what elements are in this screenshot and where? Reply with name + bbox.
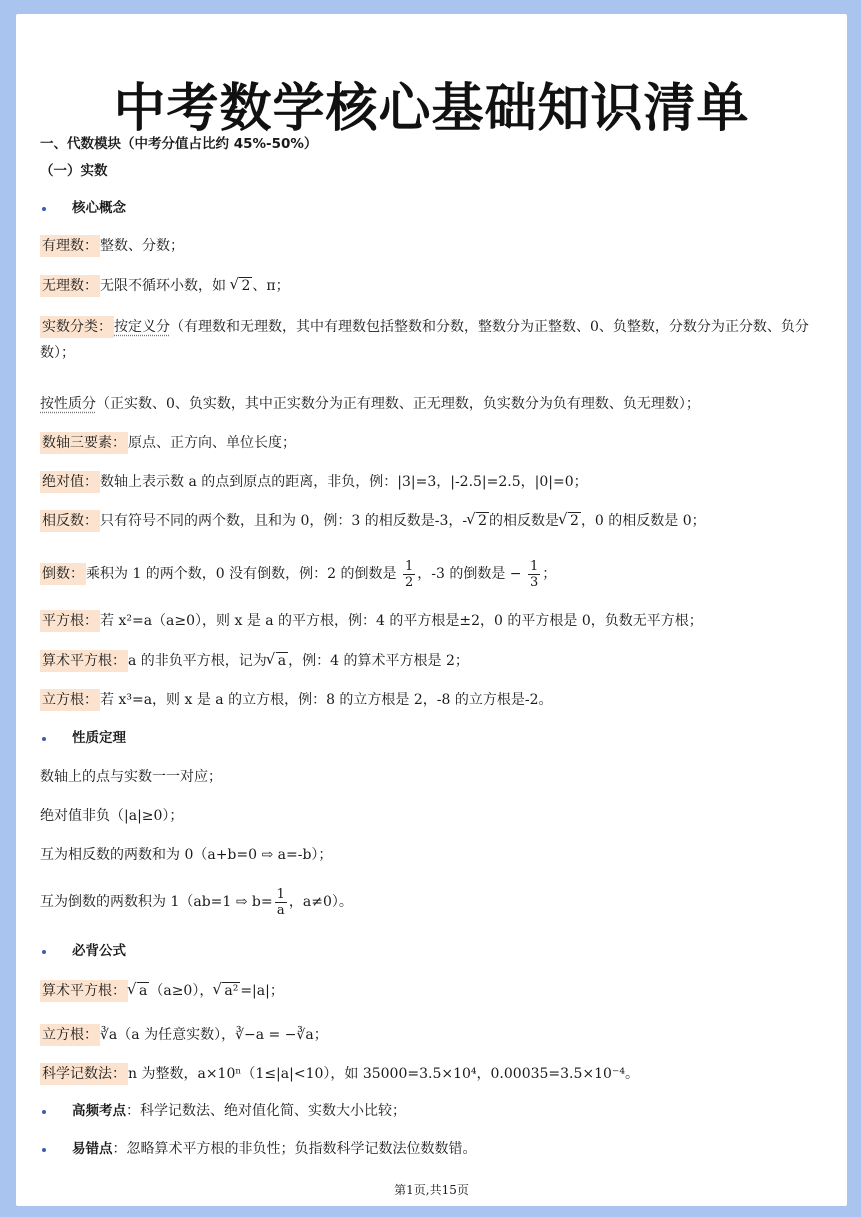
irrational-text-a: 无限不循环小数，如 — [100, 278, 226, 294]
f1-text-b: =|a|； — [240, 983, 284, 999]
classify-dotted: 按定义分 — [114, 319, 170, 335]
formula-item — [40, 1025, 823, 1045]
cube-text: 若 x³=a，则 x 是 a 的立方根，例：8 的立方根是 2，-8 的立方根是-2。 — [100, 692, 553, 708]
cube-line — [40, 690, 823, 710]
abs-label: 绝对值： — [40, 471, 100, 493]
sqrt-line — [40, 611, 823, 631]
subsection-heading: （一）实数 — [40, 163, 108, 179]
property-item: 互为相反数的两数和为 0（a+b=0 ⇨ a=-b）； — [40, 847, 333, 863]
arith-text-a: a 的非负平方根，记为 — [128, 653, 267, 669]
opp-text-b: 的相反数是 — [489, 513, 560, 529]
reciprocal-line — [40, 554, 823, 594]
recip-text-c: ； — [542, 566, 557, 582]
classify-text: （有理数和无理数，其中有理数包括整数和分数，整数分为正整数、0、负整数，分数分为正分数、负分数）； — [40, 319, 809, 361]
document-page — [16, 14, 847, 1206]
arith-text-b: ，例：4 的算术平方根是 2； — [288, 653, 469, 669]
fraction: $\frac{1}{3}$ — [530, 558, 539, 590]
bullet-dot — [42, 950, 46, 954]
property-item: 数轴上的点与实数一一对应； — [40, 769, 222, 785]
axis-label: 数轴三要素： — [40, 432, 128, 454]
properties-heading: 性质定理 — [72, 730, 126, 746]
formula-item — [40, 1064, 823, 1084]
bullet-dot — [42, 207, 46, 211]
abs-text: 数轴上表示数 a 的点到原点的距离，非负，例：|3|=3，|-2.5|=2.5，|0|=0； — [100, 474, 588, 490]
property-item: 绝对值非负（|a|≥0）； — [40, 808, 184, 824]
arith-label: 算术平方根： — [40, 650, 128, 672]
sqrt-symbol: √ 2 — [467, 511, 489, 531]
rational-text: 整数、分数； — [100, 238, 184, 254]
f3-label: 科学记数法： — [40, 1063, 128, 1085]
prop4-text-b: ，a≠0）。 — [288, 894, 353, 910]
sqrt-symbol: √ a² — [213, 981, 240, 1001]
sqrt-label: 平方根： — [40, 610, 100, 632]
sqrt-symbol: √ a — [267, 651, 288, 671]
classify2-line — [40, 394, 823, 414]
cube-label: 立方根： — [40, 689, 100, 711]
page-number: 第1页,共15页 — [394, 1183, 469, 1197]
classify-line — [40, 314, 821, 366]
recip-label: 倒数： — [40, 563, 86, 585]
irrational-line — [40, 276, 823, 296]
fraction: $\frac{1}{2}$ — [404, 558, 414, 590]
abs-line — [40, 472, 823, 492]
hf-text: ：科学记数法、绝对值化简、实数大小比较； — [126, 1103, 406, 1119]
opp-label: 相反数： — [40, 510, 100, 532]
property-item — [40, 882, 823, 922]
f2-text: ∛a（a 为任意实数），∛−a = −∛a； — [100, 1027, 328, 1043]
sqrt-text: 若 x²=a（a≥0），则 x 是 a 的平方根，例：4 的平方根是±2，0 的平方根是 0，负数无平方根； — [100, 613, 703, 629]
arith-line — [40, 651, 823, 671]
rational-line — [40, 236, 823, 256]
sqrt-symbol: √ a — [128, 981, 149, 1001]
f3-text: n 为整数，a×10ⁿ（1≤|a|<10），如 35000=3.5×10⁴，0.00035=3.5×10⁻⁴。 — [128, 1066, 639, 1082]
bullet-dot — [42, 737, 46, 741]
axis-line — [40, 433, 823, 453]
opp-text-c: ，0 的相反数是 0； — [580, 513, 706, 529]
f1-text-a: （a≥0）， — [149, 983, 214, 999]
bullet-dot — [42, 1148, 46, 1152]
err-label: 易错点 — [72, 1141, 113, 1157]
recip-text-a: 乘积为 1 的两个数，0 没有倒数，例：2 的倒数是 — [86, 566, 397, 582]
sqrt-symbol: √ 2 — [230, 276, 252, 296]
bullet-dot — [42, 1110, 46, 1114]
opposite-line — [40, 511, 823, 531]
irrational-text-b: 、π； — [252, 278, 290, 294]
sqrt-symbol: √ 2 — [559, 511, 581, 531]
classify-label: 实数分类： — [40, 316, 114, 338]
core-concepts-heading: 核心概念 — [72, 200, 126, 216]
opp-text-a: 只有符号不同的两个数，且和为 0，例：3 的相反数是-3，- — [100, 513, 468, 529]
prop4-text-a: 互为倒数的两数积为 1（ab=1 ⇨ b= — [40, 894, 273, 910]
high-frequency-line — [72, 1101, 406, 1121]
page-title: 中考数学核心基础知识清单 — [113, 79, 750, 139]
irrational-label: 无理数： — [40, 275, 100, 297]
err-text: ：忽略算术平方根的非负性；负指数科学记数法位数数错。 — [112, 1141, 477, 1157]
formulas-heading: 必背公式 — [72, 943, 126, 959]
formula-item — [40, 981, 823, 1001]
recip-text-b: ，-3 的倒数是 − — [417, 566, 522, 582]
fraction: $\frac{1}{a}$ — [276, 886, 285, 918]
classify2-text: （正实数、0、负实数，其中正实数分为正有理数、正无理数，负实数分为负有理数、负无理数）； — [96, 396, 700, 412]
axis-text: 原点、正方向、单位长度； — [128, 435, 296, 451]
classify2-dotted: 按性质分 — [40, 396, 96, 412]
rational-label: 有理数： — [40, 235, 100, 257]
error-prone-line — [72, 1139, 477, 1159]
hf-label: 高频考点 — [72, 1103, 126, 1119]
section-heading: 一、代数模块（中考分值占比约 45%-50%） — [40, 136, 318, 152]
f2-label: 立方根： — [40, 1024, 100, 1046]
f1-label: 算术平方根： — [40, 980, 128, 1002]
